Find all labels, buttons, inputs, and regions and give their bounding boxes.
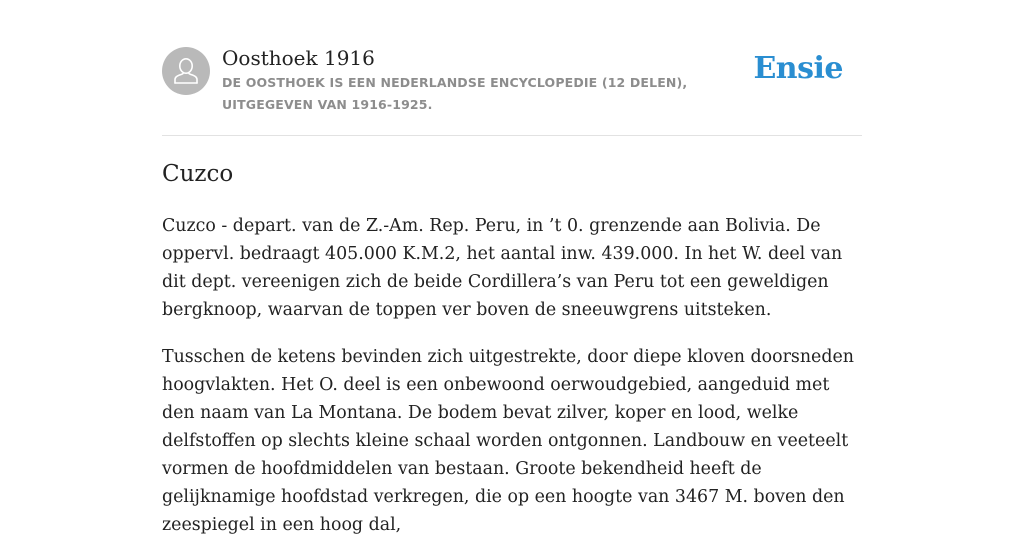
author-description: DE OOSTHOEK IS EEN NEDERLANDSE ENCYCLOPEDIE (12 DELEN), UITGEGEVEN VAN 1916-1925.	[222, 75, 688, 112]
author-name[interactable]: Oosthoek 1916	[222, 46, 375, 70]
article-paragraph: Tusschen de ketens bevinden zich uitgestrekte, door diepe kloven doorsneden hoogvlakten. Het O. deel is een onbewoond oerwoudgebied, aangeduid met den naam van La Montana. De bodem bevat zilver, koper en lood, welke delfstoffen op slechts kleine schaal worden ontgonnen. Landbouw en veeteelt vormen de hoofdmiddelen van bestaan. Groote bekendheid heeft de gelijknamige hoofdstad verkregen, die op een hoogte van 3467 M. boven den zeespiegel in een hoog dal,	[162, 347, 854, 535]
user-silhouette-icon	[162, 47, 210, 95]
header-divider	[162, 135, 862, 136]
ensie-logo[interactable]: Ensie	[753, 51, 843, 86]
article-title: Cuzco	[162, 161, 234, 187]
author-header	[162, 44, 862, 136]
article-paragraph: Cuzco - depart. van de Z.-Am. Rep. Peru, in ’t 0. grenzende aan Bolivia. De oppervl. bedraagt 405.000 K.M.2, het aantal inw. 439.000. In het W. deel van dit dept. vereenigen zich de beide Cordillera’s van Peru tot een geweldigen bergknoop, waarvan de toppen ver boven de sneeuwgrens uitsteken.	[162, 216, 843, 320]
author-avatar[interactable]	[162, 47, 210, 95]
article-body	[162, 212, 866, 558]
